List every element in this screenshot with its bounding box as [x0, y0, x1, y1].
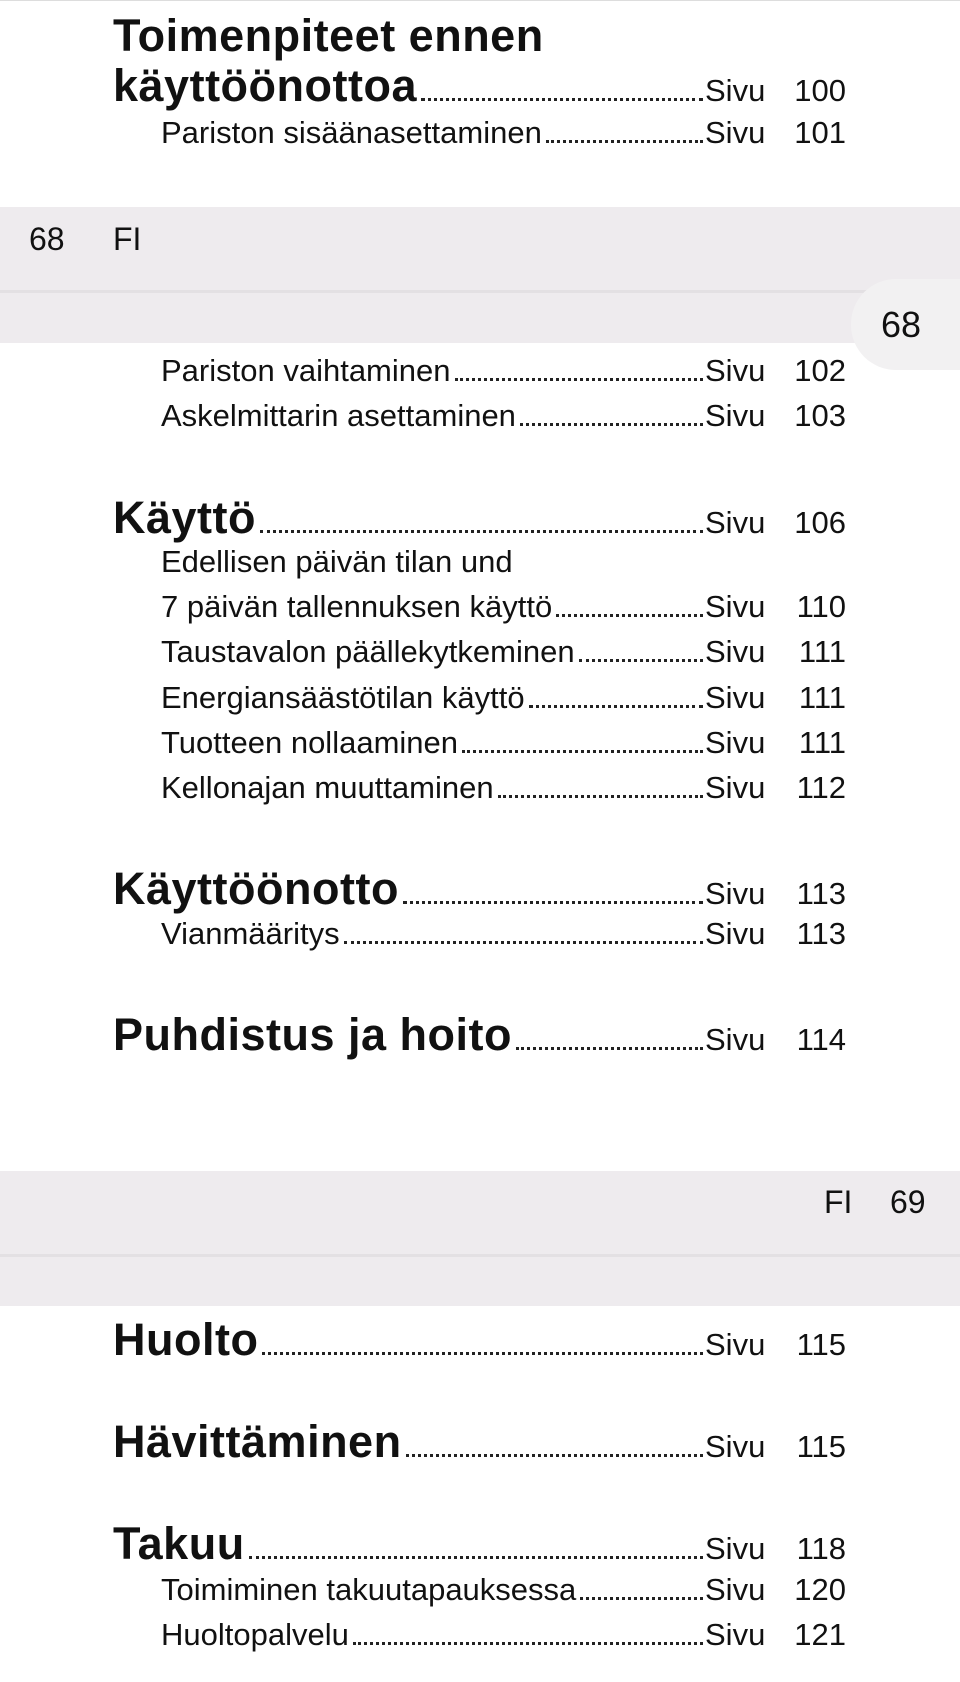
entry-text: Energiansäästötilan käyttö: [161, 680, 525, 715]
toc-entry[interactable]: [161, 770, 846, 806]
entry-text: Takuu: [113, 1518, 245, 1569]
page-number: 111: [798, 725, 846, 760]
toc-entry[interactable]: [161, 589, 846, 625]
toc-entry[interactable]: [161, 1617, 846, 1653]
page-label: Sivu: [705, 353, 766, 388]
footer-page-number: 69: [890, 1184, 926, 1220]
page-break-band: [0, 1171, 960, 1306]
page-label: Sivu: [705, 680, 766, 715]
page-label: Sivu: [705, 1531, 766, 1566]
page-label: Sivu: [705, 505, 766, 540]
page-number: 114: [796, 1022, 846, 1057]
entry-text: Huoltopalvelu: [161, 1617, 349, 1652]
toc-entry[interactable]: [161, 680, 846, 716]
page-label: Sivu: [705, 1327, 766, 1362]
page-label: Sivu: [705, 115, 766, 150]
footer-page-number: 68: [29, 221, 65, 257]
heading-text: Toimenpiteet ennen: [113, 10, 544, 61]
page-number: 110: [796, 589, 846, 624]
toc-entry[interactable]: [161, 1572, 846, 1608]
page-number: 112: [796, 770, 846, 805]
dot-leader: [406, 1454, 703, 1457]
dot-leader: [529, 705, 703, 708]
entry-text: Taustavalon päällekytkeminen: [161, 634, 575, 669]
page-number: 106: [794, 505, 846, 540]
entry-text: Tuotteen nollaaminen: [161, 725, 458, 760]
toc-heading[interactable]: [113, 60, 846, 112]
page-indicator-text: 68: [881, 303, 922, 345]
dot-leader: [498, 795, 703, 798]
toc-heading-line1: [113, 10, 846, 62]
entry-text: Pariston sisäänasettaminen: [161, 115, 542, 150]
dot-leader: [462, 750, 703, 753]
footer-language: FI: [824, 1184, 853, 1220]
page-number: 115: [796, 1327, 846, 1362]
dot-leader: [262, 1352, 703, 1355]
page-divider: [0, 1254, 960, 1257]
page-number: 101: [794, 115, 846, 150]
page-number: 102: [794, 353, 846, 388]
dot-leader: [455, 378, 704, 381]
toc-heading[interactable]: [113, 1314, 846, 1366]
dot-leader: [249, 1556, 703, 1559]
page-number: 121: [794, 1617, 846, 1652]
footer-language: FI: [113, 221, 142, 257]
dot-leader: [421, 98, 703, 101]
toc-heading[interactable]: [113, 1009, 846, 1061]
toc-entry[interactable]: [161, 115, 846, 151]
page-label: Sivu: [705, 1617, 766, 1652]
page-label: Sivu: [705, 876, 766, 911]
entry-text: Käyttöönotto: [113, 863, 399, 914]
entry-text: Kellonajan muuttaminen: [161, 770, 494, 805]
page-label: Sivu: [705, 725, 766, 760]
page-number: 115: [796, 1429, 846, 1464]
toc-heading[interactable]: [113, 492, 846, 544]
page-label: Sivu: [705, 589, 766, 624]
page-number: 113: [796, 876, 846, 911]
dot-leader: [260, 530, 703, 533]
toc-entry: [161, 544, 960, 580]
page-label: Sivu: [705, 398, 766, 433]
entry-text: 7 päivän tallennuksen käyttö: [161, 589, 553, 624]
page-number: 111: [798, 634, 846, 669]
dot-leader: [580, 1597, 703, 1600]
dot-leader: [353, 1642, 703, 1645]
page-break-band: [0, 207, 960, 343]
toc-entry[interactable]: [161, 634, 846, 670]
dot-leader: [516, 1047, 703, 1050]
page-label: Sivu: [705, 1022, 766, 1057]
dot-leader: [403, 901, 703, 904]
page-number: 118: [796, 1531, 846, 1566]
entry-text: Pariston vaihtaminen: [161, 353, 451, 388]
page-label: Sivu: [705, 916, 766, 951]
page-divider: [0, 290, 960, 293]
toc-entry[interactable]: [161, 353, 846, 389]
dot-leader: [344, 941, 703, 944]
dot-leader: [546, 140, 703, 143]
entry-text: Toimiminen takuutapauksessa: [161, 1572, 577, 1607]
page-label: Sivu: [705, 770, 766, 805]
entry-text: Puhdistus ja hoito: [113, 1009, 512, 1060]
dot-leader: [556, 614, 703, 617]
toc-entry[interactable]: [161, 398, 846, 434]
page-edge: [0, 0, 960, 1]
entry-text: Edellisen päivän tilan und: [161, 544, 513, 579]
page-number: 113: [796, 916, 846, 951]
page-number: 100: [794, 73, 846, 108]
dot-leader: [520, 423, 703, 426]
page-number: 120: [794, 1572, 846, 1607]
entry-text: Vianmääritys: [161, 916, 340, 951]
page-indicator-badge: [851, 279, 960, 370]
page-label: Sivu: [705, 634, 766, 669]
page-label: Sivu: [705, 1572, 766, 1607]
page-number: 103: [794, 398, 846, 433]
toc-heading[interactable]: [113, 863, 846, 915]
toc-entry[interactable]: [161, 725, 846, 761]
toc-heading[interactable]: [113, 1416, 846, 1468]
entry-text: Käyttö: [113, 492, 257, 543]
dot-leader: [579, 659, 703, 662]
page-label: Sivu: [705, 1429, 766, 1464]
entry-text: Askelmittarin asettaminen: [161, 398, 516, 433]
entry-text: Huolto: [113, 1314, 259, 1365]
toc-heading[interactable]: [113, 1518, 846, 1570]
toc-entry[interactable]: [161, 916, 846, 952]
page-number: 111: [798, 680, 846, 715]
entry-text: Hävittäminen: [113, 1416, 402, 1467]
page-label: Sivu: [705, 73, 766, 108]
heading-text: käyttöönottoa: [113, 60, 417, 111]
